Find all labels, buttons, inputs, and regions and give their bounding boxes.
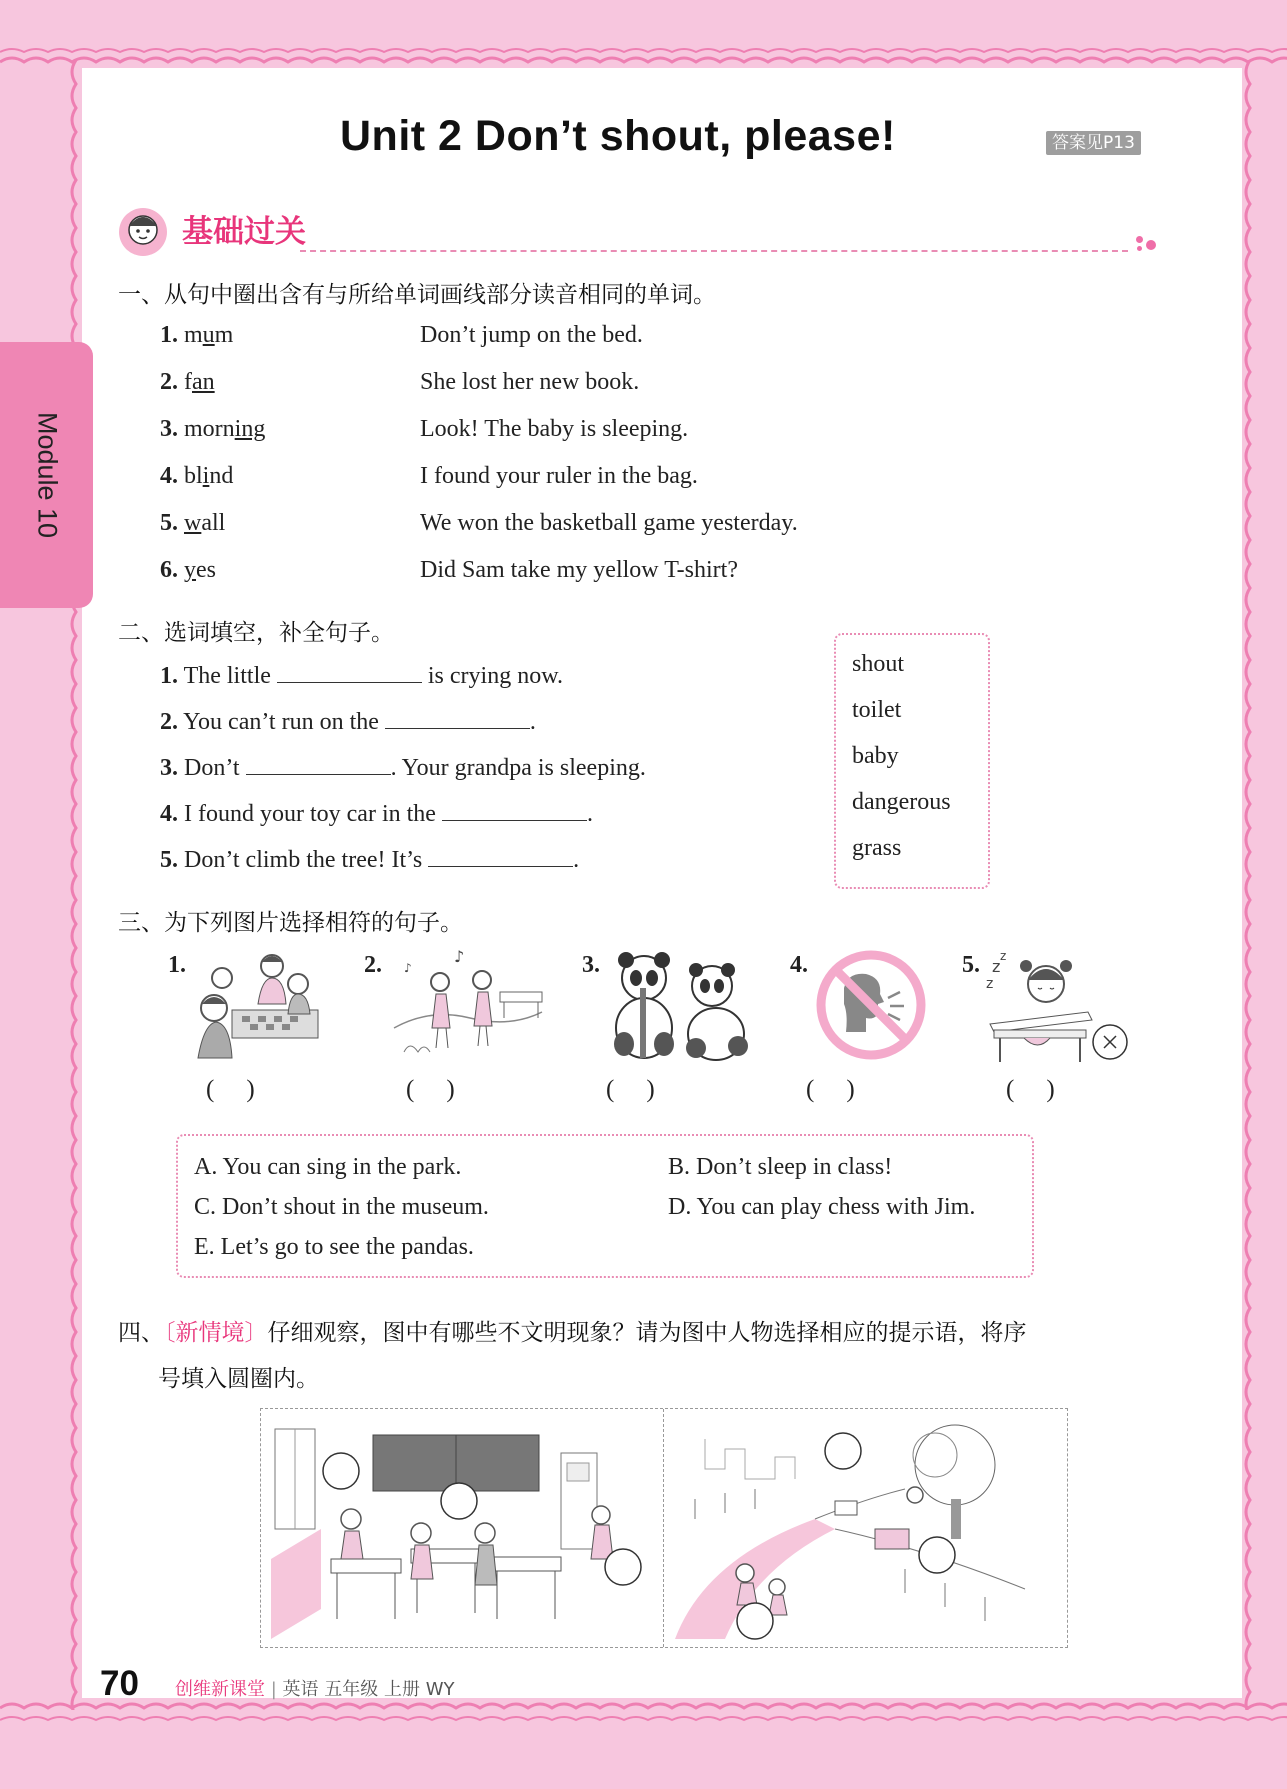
word-bank-item: toilet <box>852 697 902 723</box>
q3-answer-paren[interactable]: () <box>606 1076 687 1103</box>
q2-text: is crying now. <box>421 663 563 689</box>
q2-item <box>160 660 563 690</box>
children-playing-chess-picture <box>192 948 324 1068</box>
footer-brand: 创维新课堂 <box>175 1679 265 1700</box>
word-bank-item: baby <box>852 743 899 769</box>
no-shouting-sign-icon <box>814 948 928 1062</box>
q1-item-number: 3. <box>160 416 178 442</box>
q1-word-part: es <box>196 557 216 583</box>
q1-sentence: Don’t jump on the bed. <box>420 322 643 348</box>
q1-word-part: all <box>201 510 226 536</box>
q1-item-number: 1. <box>160 322 178 348</box>
answer-circle <box>323 1453 359 1489</box>
q1-word-underlined: u <box>202 322 215 348</box>
q3-option: B. Don’t sleep in class! <box>668 1154 893 1180</box>
q4-heading <box>118 1314 1027 1347</box>
q1-word-part: morn <box>184 416 235 442</box>
q4-tag: 〔新情境〕 <box>164 1320 268 1346</box>
q3-answer-paren[interactable]: () <box>406 1076 487 1103</box>
q3-option: A. You can sing in the park. <box>194 1154 462 1180</box>
q3-option: D. You can play chess with Jim. <box>668 1194 976 1220</box>
q3-option: E. Let’s go to see the pandas. <box>194 1234 474 1260</box>
q1-word-part: m <box>184 322 203 348</box>
q4-scene-box <box>260 1408 1068 1648</box>
q2-item <box>160 706 536 736</box>
q2-text: You can’t run on the <box>183 709 385 735</box>
q2-item-number: 3. <box>160 755 178 781</box>
answer-reference-badge: 答案见P13 <box>1046 131 1141 155</box>
q3-picture-number: 4. <box>790 952 808 978</box>
q2-blank[interactable] <box>277 660 422 683</box>
q1-item-number: 6. <box>160 557 178 583</box>
q3-picture-number: 2. <box>364 952 382 978</box>
page-title: Unit 2 Don’t shout, please! <box>340 112 896 160</box>
q2-item-number: 2. <box>160 709 178 735</box>
q2-blank[interactable] <box>442 798 587 821</box>
q3-picture-number: 3. <box>582 952 600 978</box>
q4-heading-line1: 仔细观察，图中有哪些不文明现象？请为图中人物选择相应的提示语，将序 <box>267 1320 1027 1346</box>
q1-word-part: f <box>184 369 192 395</box>
q1-word-underlined: w <box>184 510 202 536</box>
frame-wave-right <box>1236 60 1276 1710</box>
q1-word-underlined: ing <box>234 416 266 442</box>
q1-item <box>160 557 216 584</box>
q3-picture-number: 5. <box>962 952 980 978</box>
classroom-scene-picture <box>261 1409 663 1647</box>
q1-word-part: nd <box>209 463 234 489</box>
answer-circle <box>737 1603 773 1639</box>
divider-dot <box>1136 236 1143 243</box>
answer-circle <box>919 1537 955 1573</box>
word-bank-item: shout <box>852 651 905 677</box>
q1-item <box>160 510 225 537</box>
q1-heading: 一、从句中圈出含有与所给单词画线部分读音相同的单词。 <box>118 282 716 308</box>
q2-blank[interactable] <box>385 706 530 729</box>
section-divider <box>300 250 1128 252</box>
divider-dot <box>1146 240 1156 250</box>
scene-divider <box>663 1409 664 1647</box>
q1-sentence: Did Sam take my yellow T-shirt? <box>420 557 738 583</box>
q2-text: Don’t climb the tree! It’s <box>184 847 429 873</box>
q2-item <box>160 752 646 782</box>
word-bank-box <box>834 633 990 889</box>
q1-sentence: She lost her new book. <box>420 369 640 395</box>
q3-answer-paren[interactable]: () <box>806 1076 887 1103</box>
q2-text: . <box>586 801 593 827</box>
q1-sentence: We won the basketball game yesterday. <box>420 510 798 536</box>
q1-word-underlined: y <box>184 557 196 583</box>
answer-circle <box>441 1483 477 1519</box>
svg-text:z: z <box>986 976 994 992</box>
q1-item <box>160 322 233 349</box>
q1-item <box>160 416 265 443</box>
word-bank-item: dangerous <box>852 789 951 815</box>
q1-sentence: I found your ruler in the bag. <box>420 463 698 489</box>
footer-series: 创维新课堂 | 英语 五年级 上册 WY <box>175 1679 455 1700</box>
q2-text: The little <box>183 663 277 689</box>
q3-answer-paren[interactable]: () <box>1006 1076 1087 1103</box>
q4-heading-line2: 号填入圆圈内。 <box>158 1366 319 1392</box>
q2-item-number: 5. <box>160 847 178 873</box>
pandas-picture <box>606 948 756 1068</box>
girl-mascot-icon <box>116 204 170 258</box>
q2-item <box>160 798 593 828</box>
section-title: 基础过关 <box>182 214 306 250</box>
footer-subject: 英语 五年级 上册 WY <box>282 1679 455 1700</box>
q1-word-underlined: an <box>192 369 215 395</box>
q2-item <box>160 844 579 874</box>
q2-heading: 二、选词填空，补全句子。 <box>118 620 394 646</box>
q2-item-number: 4. <box>160 801 178 827</box>
q3-picture-number: 1. <box>168 952 186 978</box>
q2-blank[interactable] <box>246 752 391 775</box>
divider-dot <box>1137 246 1142 251</box>
girl-sleeping-in-class-picture <box>984 948 1134 1068</box>
q1-word-part: bl <box>184 463 203 489</box>
answer-circle <box>825 1433 861 1469</box>
q2-text: I found your toy car in the <box>184 801 442 827</box>
svg-text:♪: ♪ <box>404 961 412 975</box>
q3-options-box <box>176 1134 1034 1278</box>
q3-answer-paren[interactable]: () <box>206 1076 287 1103</box>
answer-circle <box>605 1549 641 1585</box>
svg-text:♪: ♪ <box>454 948 465 966</box>
q1-item <box>160 369 215 396</box>
module-tab-label: Module 10 <box>32 411 62 539</box>
children-singing-in-park-picture <box>390 948 546 1068</box>
q2-blank[interactable] <box>428 844 573 867</box>
svg-text:z: z <box>992 957 1001 976</box>
q4-number: 四、 <box>118 1320 164 1346</box>
q1-item <box>160 463 233 490</box>
q2-text: . Your grandpa is sleeping. <box>390 755 646 781</box>
q1-sentence: Look! The baby is sleeping. <box>420 416 689 442</box>
q3-heading: 三、为下列图片选择相符的句子。 <box>118 910 463 936</box>
word-bank-item: grass <box>852 835 902 861</box>
q2-text: . <box>573 847 580 873</box>
q1-word-underlined: i <box>202 463 210 489</box>
q1-word-part: m <box>214 322 234 348</box>
page-number: 70 <box>100 1664 139 1703</box>
q2-text: . <box>529 709 536 735</box>
svg-text:z: z <box>1000 949 1007 963</box>
q2-text: Don’t <box>184 755 246 781</box>
park-scene-picture <box>665 1409 1067 1647</box>
q1-item-number: 5. <box>160 510 178 536</box>
q1-item-number: 4. <box>160 463 178 489</box>
module-tab <box>0 342 93 608</box>
q3-option: C. Don’t shout in the museum. <box>194 1194 489 1220</box>
q1-item-number: 2. <box>160 369 178 395</box>
q2-item-number: 1. <box>160 663 178 689</box>
